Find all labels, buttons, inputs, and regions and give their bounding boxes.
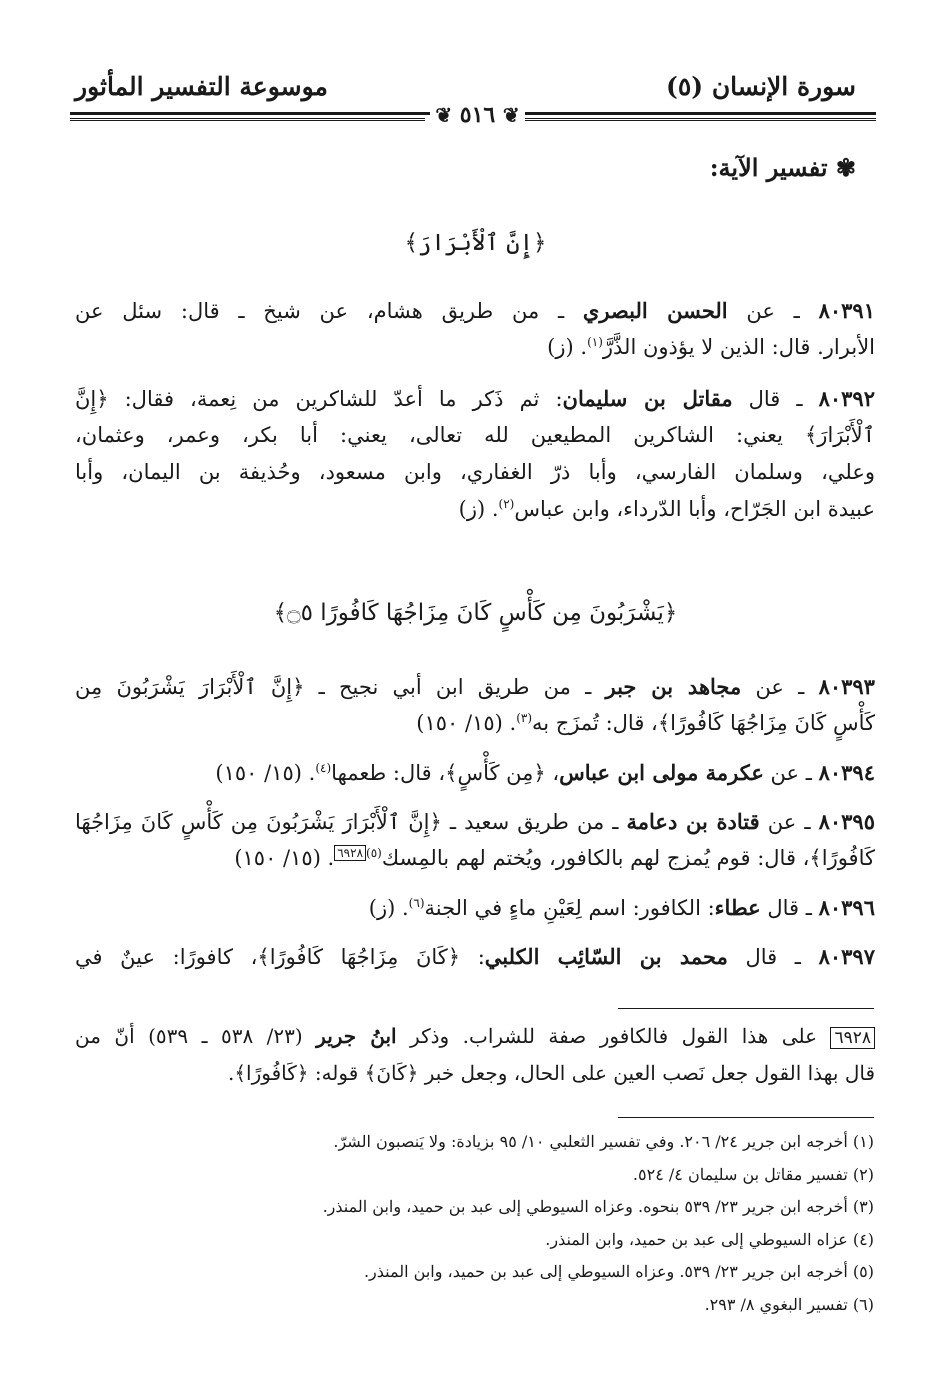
entry-80392-line-3: وعلي، وسلمان الفارسي، وأبا ذرّ الغفاري، وابن مسعود، وحُذيفة بن اليمان، وأبا bbox=[75, 460, 875, 484]
entry-80392-line-1: ٨٠٣٩٢ ـ قال مقاتل بن سليمان: ثم ذَكر ما أعدّ للشاكرين من نِعمة، فقال: ﴿إِنَّ bbox=[75, 386, 875, 411]
entry-80393-line-1: ٨٠٣٩٣ ـ عن مجاهد بن جبر ـ من طريق ابن أبي نجيح ـ ﴿إِنَّ ٱلْأَبْرَارَ يَشْرَبُونَ مِن bbox=[75, 674, 875, 699]
entry-80392-line-4: عبيدة ابن الجَرّاح، وأبا الدّرداء، وابن عباس$^{(٢)}$. (ز) bbox=[458, 497, 875, 521]
surah-header: سورة الإنسان (٥) bbox=[666, 72, 856, 101]
page-number: ❦ ٥١٦ ❦ bbox=[430, 102, 525, 128]
footnote-separator bbox=[618, 1117, 874, 1118]
entry-80393-line-2: كَأْسٍ كَانَ مِزَاجُهَا كَافُورًا﴾، قال: تُمزَج به$^{(٣)}$. (١٥/ ١٥٠) bbox=[416, 711, 875, 735]
ornament-icon: ❦ bbox=[502, 103, 520, 127]
entries-block-1 bbox=[75, 292, 875, 528]
verse-heading-1: ﴿إِنَّ ٱلْأَبْرَارَ﴾ bbox=[404, 230, 547, 256]
footnote-6: (٦) تفسير البغوي ٨/ ٢٩٣. bbox=[704, 1294, 874, 1314]
commentary-separator bbox=[618, 1008, 874, 1009]
footnotes bbox=[74, 1126, 874, 1321]
commentary-ref-box: ٦٩٢٨ bbox=[334, 845, 366, 861]
entry-80396-line-1: ٨٠٣٩٦ ـ قال عطاء: الكافور: اسم لِعَيْنِ ماءٍ في الجنة$^{(٦)}$. (ز) bbox=[368, 895, 875, 920]
commentary-line-1: ٦٩٢٨ على هذا القول فالكافور صفة للشراب. وذكر ابنُ جرير (٢٣/ ٥٣٨ ـ ٥٣٩) أنّ من bbox=[75, 1018, 875, 1055]
entry-80395-line-2: كَافُورًا﴾، قال: قوم يُمزج لهم بالكافور، ويُختم لهم بالمِسك$^{(٥)٦٩٢٨}$. (١٥/ ١٥٠) bbox=[234, 846, 875, 870]
entry-80392-line-2: ٱلْأَبْرَارَ﴾ يعني: الشاكرين المطيعين لله تعالى، يعني: أبا بكر، وعمر، وعثمان، bbox=[75, 423, 875, 447]
entry-80394-line-1: ٨٠٣٩٤ ـ عن عكرمة مولى ابن عباس، ﴿مِن كَأْسٍ﴾، قال: طعمها$^{(٤)}$. (١٥/ ١٥٠) bbox=[215, 760, 875, 785]
entry-80397-line-1: ٨٠٣٩٧ ـ قال محمد بن السّائِب الكلبي: ﴿كَانَ مِزَاجُهَا كَافُورًا﴾، كافورًا: عينٌ في bbox=[75, 944, 875, 969]
commentary-line-2: قال بهذا القول جعل نَصب العين على الحال، وجعل خبر ﴿كَانَ﴾ قوله: ﴿كَافُورًا﴾. bbox=[227, 1061, 875, 1085]
section-title: ✾ تفسير الآية: bbox=[709, 153, 856, 182]
book-title: موسوعة التفسير المأثور bbox=[75, 72, 328, 101]
commentary-note bbox=[75, 1018, 875, 1092]
footnote-3: (٣) أخرجه ابن جرير ٢٣/ ٥٣٩ بنحوه. وعزاه السيوطي إلى عبد بن حميد، وابن المنذر. bbox=[322, 1197, 874, 1216]
page-number-rule-left bbox=[70, 118, 425, 123]
commentary-ref: ٦٩٢٨ bbox=[830, 1027, 875, 1049]
footnote-1: (١) أخرجه ابن جرير ٢٤/ ٢٠٦. وفي تفسير الثعلبي ١٠/ ٩٥ بزيادة: ولا يَنصبون الشرّ. bbox=[333, 1132, 874, 1151]
verse-heading-2: ﴿يَشْرَبُونَ مِن كَأْسٍ كَانَ مِزَاجُهَا كَافُورًا ۝٥﴾ bbox=[273, 600, 678, 626]
flower-icon: ✾ bbox=[835, 153, 856, 182]
entry-80391-line-2: الأبرار. قال: الذين لا يؤذون الذَّرَّ$^{(١)}$. (ز) bbox=[547, 335, 875, 359]
footnote-2: (٢) تفسير مقاتل بن سليمان ٤/ ٥٢٤. bbox=[632, 1164, 874, 1184]
entry-80395-line-1: ٨٠٣٩٥ ـ عن قتادة بن دعامة ـ من طريق سعيد ـ ﴿إِنَّ ٱلْأَبْرَارَ يَشْرَبُونَ مِن كَأْسٍ كَانَ مِزَاجُهَا bbox=[75, 809, 875, 834]
ornament-icon: ❦ bbox=[435, 103, 453, 127]
footnote-5: (٥) أخرجه ابن جرير ٢٣/ ٥٣٩. وعزاه السيوطي إلى عبد بن حميد، وابن المنذر. bbox=[363, 1262, 874, 1281]
footnote-4: (٤) عزاه السيوطي إلى عبد بن حميد، وابن المنذر. bbox=[545, 1229, 874, 1249]
entry-80391-line-1: ٨٠٣٩١ ـ عن الحسن البصري ـ من طريق هشام، عن شيخ ـ قال: سئل عن bbox=[75, 298, 875, 323]
entries-block-2 bbox=[75, 668, 875, 975]
